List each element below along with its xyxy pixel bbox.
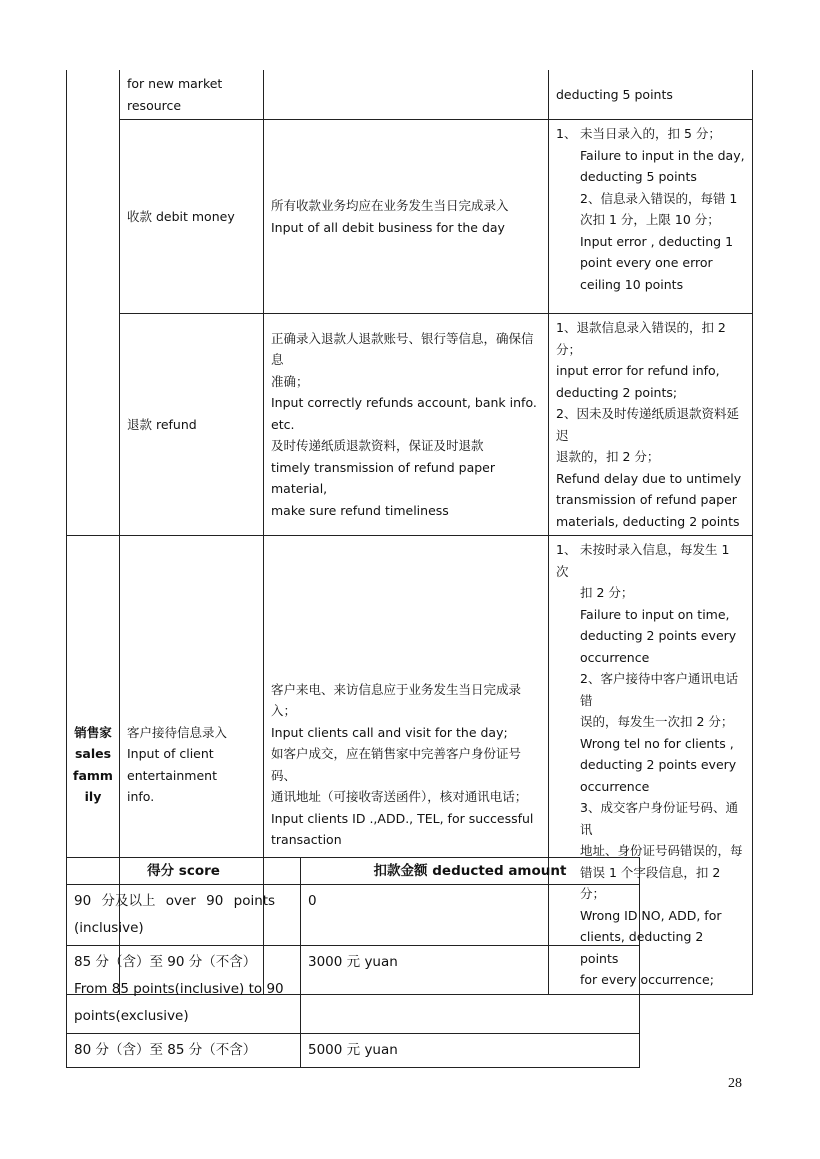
category-line: 销售家 bbox=[74, 724, 112, 740]
rule-line: deducting 5 points bbox=[556, 86, 673, 102]
rule-line: occurrence bbox=[580, 778, 650, 794]
rules-list bbox=[556, 123, 745, 295]
rule-line: deducting 2 points every bbox=[580, 628, 737, 643]
item-line: for new market bbox=[127, 76, 223, 91]
column-header-score: 得分 score bbox=[67, 858, 301, 885]
score-line: 80 分（含）至 85 分（不含） bbox=[74, 1042, 257, 1058]
rule-line: point every one error bbox=[580, 255, 713, 270]
requirement-line: 正确录入退款人退款账号、银行等信息，确保信息 bbox=[271, 330, 534, 368]
category-cell bbox=[67, 314, 120, 536]
rule-line: deducting 2 points every bbox=[580, 757, 737, 772]
rules-cell bbox=[549, 314, 753, 536]
rule-line: Input error , deducting 1 bbox=[580, 233, 734, 249]
score-line: points(exclusive) bbox=[74, 1008, 189, 1024]
rule-line: 1、退款信息录入错误的，扣 2 分； bbox=[556, 320, 726, 357]
rule-line: ceiling 10 points bbox=[580, 276, 684, 292]
rule-line: 退款的，扣 2 分； bbox=[556, 449, 660, 464]
table-row bbox=[67, 70, 753, 120]
category-line: ily bbox=[84, 789, 102, 805]
rule-line: 2、客户接待中客户通讯电话错 bbox=[580, 671, 738, 708]
rule-line: Refund delay due to untimely bbox=[556, 470, 742, 486]
score-deduction-table bbox=[66, 857, 640, 1068]
score-line: 90 分及以上 over 90 points bbox=[74, 893, 276, 909]
requirement-line: 准确； bbox=[271, 373, 309, 389]
rule-line: deducting 5 points bbox=[580, 169, 697, 184]
rule-line: 2、因未及时传递纸质退款资料延迟 bbox=[556, 406, 739, 443]
score-line: From 85 points(inclusive) to 90 bbox=[74, 981, 284, 997]
requirement-line: Input clients call and visit for the day; bbox=[271, 724, 508, 740]
requirement-line: 通讯地址（可接收寄送函件），核对通讯电话； bbox=[271, 789, 528, 805]
requirement-cell bbox=[264, 70, 549, 120]
table-header-row bbox=[67, 858, 640, 885]
item-line: 收款 debit money bbox=[127, 208, 235, 224]
score-cell bbox=[67, 1034, 301, 1068]
rule-line: 次扣 1 分，上限 10 分； bbox=[580, 212, 720, 227]
requirement-line: timely transmission of refund paper material, bbox=[271, 459, 495, 497]
rule-line: 错误 1 个字段信息，扣 2 分； bbox=[580, 864, 721, 901]
rule-line: materials, deducting 2 points bbox=[556, 513, 740, 529]
item-line: 退款 refund bbox=[127, 416, 197, 432]
score-cell bbox=[67, 946, 301, 1034]
amount-cell: 3000 元 yuan bbox=[301, 946, 640, 1034]
rule-line: input error for refund info, bbox=[556, 363, 720, 378]
rule-line: 2、信息录入错误的，每错 1 bbox=[580, 190, 738, 206]
rule-number: 1、 bbox=[556, 126, 577, 141]
item-cell bbox=[120, 120, 264, 314]
table-row bbox=[67, 314, 753, 536]
item-cell bbox=[120, 70, 264, 120]
assessment-table bbox=[66, 70, 753, 995]
score-line: (inclusive) bbox=[74, 920, 144, 936]
category-cell bbox=[67, 120, 120, 314]
rule-line: 误的，每发生一次扣 2 分； bbox=[580, 714, 734, 729]
item-line: info. bbox=[127, 789, 155, 805]
rule-line: clients, deducting 2 points bbox=[580, 929, 704, 966]
category-cell bbox=[67, 70, 120, 120]
requirement-line: Input correctly refunds account, bank info. bbox=[271, 395, 537, 411]
item-line: resource bbox=[127, 97, 182, 113]
item-line: 客户接待信息录入 bbox=[127, 724, 228, 740]
requirement-line: 及时传递纸质退款资料，保证及时退款 bbox=[271, 438, 484, 454]
table-row bbox=[67, 1034, 640, 1068]
column-header-amount: 扣款金额 deducted amount bbox=[301, 858, 640, 885]
rule-line: 3、成交客户身份证号码、通讯 bbox=[580, 800, 738, 837]
amount-cell: 5000 元 yuan bbox=[301, 1034, 640, 1068]
rules-cell bbox=[549, 120, 753, 314]
rule-line: 未当日录入的，扣 5 分； bbox=[580, 126, 721, 141]
item-line: Input of client bbox=[127, 746, 214, 762]
score-cell bbox=[67, 885, 301, 946]
rule-line: Failure to input in the day, bbox=[580, 147, 745, 163]
rules-cell bbox=[549, 70, 753, 120]
requirement-line: Input clients ID .,ADD., TEL, for successful bbox=[271, 810, 534, 826]
rule-line: 扣 2 分； bbox=[580, 585, 634, 600]
rule-line: for every occurrence; bbox=[580, 972, 714, 987]
category-line: sales bbox=[74, 746, 112, 762]
category-line: famm bbox=[73, 767, 113, 783]
rule-line: Wrong tel no for clients , bbox=[580, 735, 734, 751]
rule-line: occurrence bbox=[580, 649, 650, 665]
requirement-line: make sure refund timeliness bbox=[271, 502, 449, 518]
requirement-line: Input of all debit business for the day bbox=[271, 219, 505, 235]
rule-item bbox=[556, 668, 745, 797]
score-line: 85 分（含）至 90 分（不含） bbox=[74, 954, 257, 970]
rule-item bbox=[556, 188, 745, 296]
requirement-line: etc. bbox=[271, 416, 295, 432]
rule-item bbox=[556, 123, 745, 188]
requirement-cell bbox=[264, 120, 549, 314]
rule-line: Failure to input on time, bbox=[580, 606, 730, 622]
requirement-line: transaction bbox=[271, 832, 342, 848]
item-line: entertainment bbox=[127, 767, 217, 783]
rule-line: transmission of refund paper bbox=[556, 492, 737, 507]
rule-item bbox=[556, 539, 745, 668]
rule-line: 未按时录入信息，每发生 1 次 bbox=[556, 542, 730, 579]
rule-line: deducting 2 points; bbox=[556, 384, 678, 400]
table-row bbox=[67, 120, 753, 314]
requirement-cell bbox=[264, 314, 549, 536]
requirement-line: 客户来电、来访信息应于业务发生当日完成录入； bbox=[271, 681, 522, 719]
rule-number: 1、 bbox=[556, 542, 577, 557]
requirement-line: 所有收款业务均应在业务发生当日完成录入 bbox=[271, 198, 509, 213]
amount-cell: 0 bbox=[301, 885, 640, 946]
page-number: 28 bbox=[728, 1076, 742, 1091]
requirement-line: 如客户成交，应在销售家中完善客户身份证号码、 bbox=[271, 746, 522, 783]
rule-line: Wrong ID NO, ADD, for bbox=[580, 907, 722, 923]
item-cell bbox=[120, 314, 264, 536]
table-row bbox=[67, 946, 640, 1034]
rule-line: 地址、身份证号码错误的，每 bbox=[580, 843, 743, 858]
table-row bbox=[67, 885, 640, 946]
